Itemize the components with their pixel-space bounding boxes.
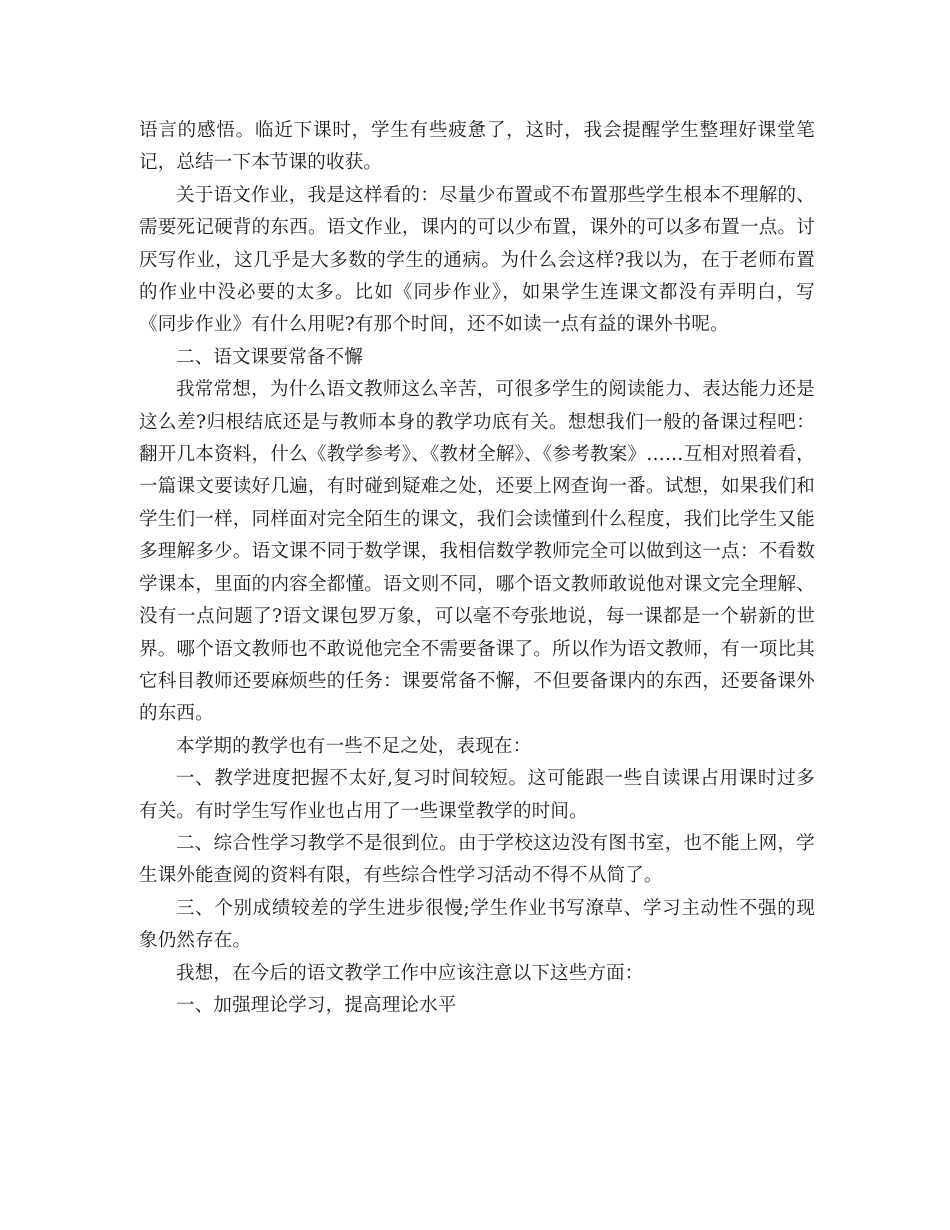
paragraph-preparation: 我常常想，为什么语文教师这么辛苦，可很多学生的阅读能力、表达能力还是这么差?归根结底还是与教师本身的教学功底有关。想想我们一般的备课过程吧：翻开几本资料，什么《教学参考》、《教材全解》、《参考教案》……互相对照着看，一篇课文要读好几遍，有时碰到疑难之处，还要上网查询一番。试想，如果我们和学生们一样，同样面对完全陌生的课文，我们会读懂到什么程度，我们比学生又能多理解多少。语文课不同于数学课，我相信数学教师完全可以做到这一点：不看数学课本，里面的内容全都懂。语文则不同，哪个语文教师敢说他对课文完全理解、没有一点问题了?语文课包罗万象，可以毫不夸张地说，每一课都是一个崭新的世界。哪个语文教师也不敢说他完全不需要备课了。所以作为语文教师，有一项比其它科目教师还要麻烦些的任务：课要常备不懈，不但要备课内的东西，还要备课外的东西。 (139, 379, 815, 725)
list-item-future-1: 一、加强理论学习，提高理论水平 (176, 994, 457, 1016)
paragraph-shortcomings-intro: 本学期的教学也有一些不足之处，表现在： (176, 735, 532, 757)
section-heading-preparation: 二、语文课要常备不懈 (176, 346, 364, 368)
paragraph-future-intro: 我想，在今后的语文教学工作中应该注意以下这些方面： (176, 962, 644, 984)
document-body (139, 115, 815, 1022)
list-item-shortcoming-3: 三、个别成绩较差的学生进步很慢;学生作业书写潦草、学习主动性不强的现象仍然存在。 (139, 897, 815, 952)
paragraph-continuation: 语言的感悟。临近下课时，学生有些疲惫了，这时，我会提醒学生整理好课堂笔记，总结一下本节课的收获。 (139, 120, 815, 174)
list-item-shortcoming-2: 二、综合性学习教学不是很到位。由于学校这边没有图书室，也不能上网，学生课外能查阅的资料有限，有些综合性学习活动不得不从简了。 (139, 832, 815, 887)
paragraph-homework: 关于语文作业，我是这样看的：尽量少布置或不布置那些学生根本不理解的、需要死记硬背的东西。语文作业，课内的可以少布置，课外的可以多布置一点。讨厌写作业，这几乎是大多数的学生的通病。为什么会这样?我以为，在于老师布置的作业中没必要的太多。比如《同步作业》，如果学生连课文都没有弄明白，写《同步作业》有什么用呢?有那个时间，还不如读一点有益的课外书呢。 (139, 184, 815, 336)
list-item-shortcoming-1: 一、教学进度把握不太好,复习时间较短。这可能跟一些自读课占用课时过多有关。有时学生写作业也占用了一些课堂教学的时间。 (139, 768, 815, 822)
